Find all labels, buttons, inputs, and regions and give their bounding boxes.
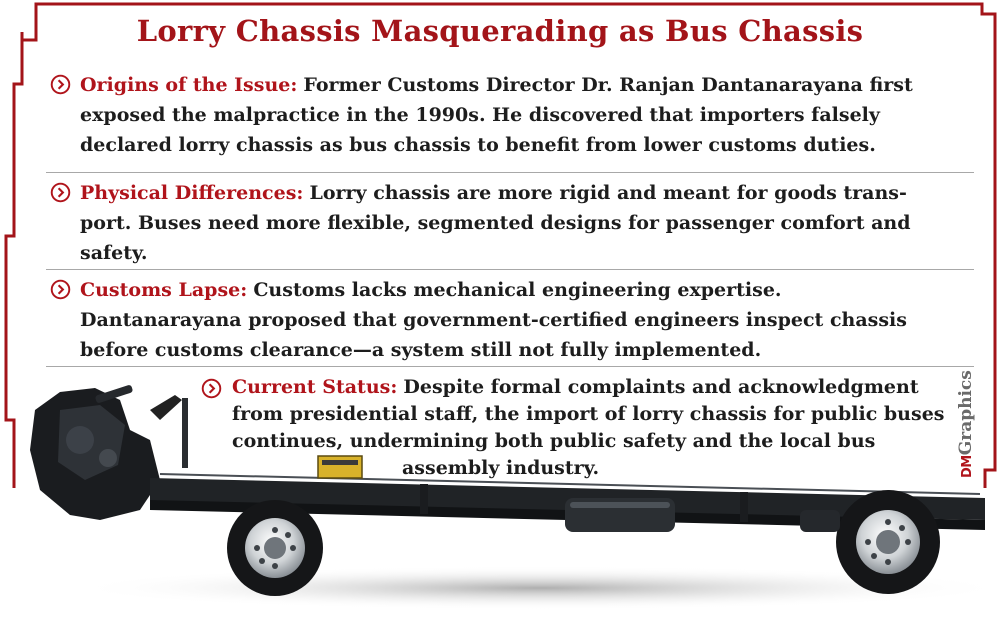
- origins-text-line-1: Former Customs Director Dr. Ranjan Dantanarayana first: [303, 74, 913, 96]
- status-text-line-2: from presidential staff, the import of lorry chassis for public buses: [232, 403, 945, 425]
- dm-logo: DM: [960, 455, 975, 478]
- credit-text: Graphics: [956, 370, 976, 456]
- current-status-label: Current Status:: [232, 376, 398, 398]
- divider: [46, 172, 974, 173]
- physical-differences-label: Physical Differences:: [80, 182, 304, 204]
- chevron-bullet-icon: [50, 279, 71, 300]
- divider: [46, 366, 974, 367]
- infographic-title: Lorry Chassis Masquerading as Bus Chassis: [136, 14, 864, 48]
- physical-text-line-3: safety.: [80, 242, 148, 264]
- status-text-line-4: assembly industry.: [402, 457, 600, 479]
- current-status-item: [232, 374, 952, 482]
- status-text-line-3: continues, undermining both public safety and the local bus: [232, 430, 876, 452]
- physical-text-line-2: port. Buses need more flexible, segmented designs for passenger comfort and: [80, 212, 911, 234]
- divider: [46, 269, 974, 270]
- customs-text-line-3: before customs clearance—a system still not fully implemented.: [80, 339, 762, 361]
- dm-graphics-credit: [956, 370, 976, 478]
- status-text-line-1: Despite formal complaints and acknowledgment: [403, 376, 919, 398]
- chevron-bullet-icon: [50, 182, 71, 203]
- customs-text-line-1: Customs lacks mechanical engineering expertise.: [253, 279, 782, 301]
- customs-lapse-item: [80, 275, 980, 365]
- origins-label: Origins of the Issue:: [80, 74, 298, 96]
- physical-text-line-1: Lorry chassis are more rigid and meant for goods trans-: [309, 182, 907, 204]
- origins-item: [80, 70, 980, 160]
- customs-lapse-label: Customs Lapse:: [80, 279, 248, 301]
- physical-differences-item: [80, 178, 980, 268]
- chevron-bullet-icon: [201, 378, 222, 399]
- chevron-bullet-icon: [50, 74, 71, 95]
- origins-text-line-3: declared lorry chassis as bus chassis to benefit from lower customs duties.: [80, 134, 876, 156]
- origins-text-line-2: exposed the malpractice in the 1990s. He discovered that importers falsely: [80, 104, 880, 126]
- customs-text-line-2: Dantanarayana proposed that government-certified engineers inspect chassis: [80, 309, 907, 331]
